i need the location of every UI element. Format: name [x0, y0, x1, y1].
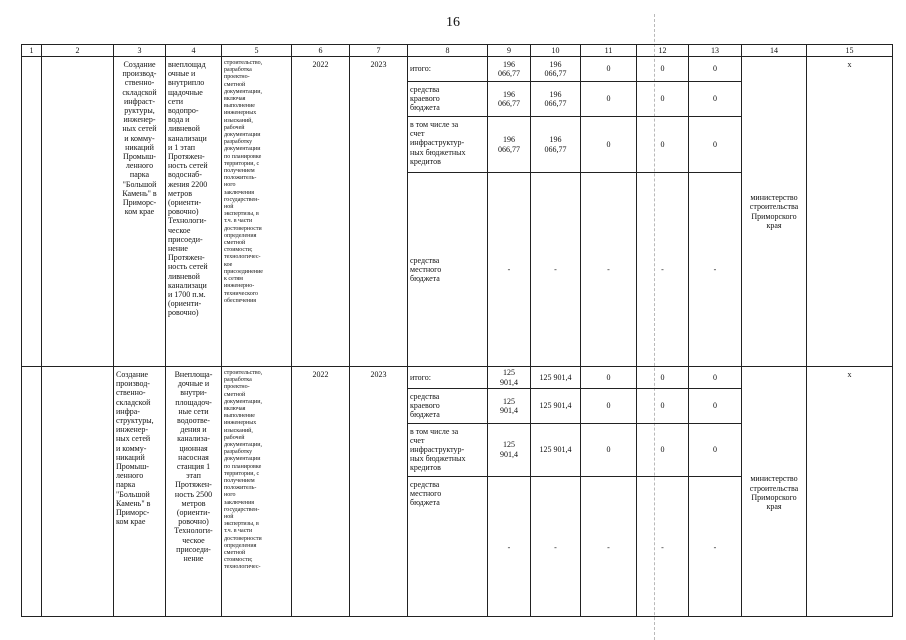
funding-source-cell: средства местного бюджета: [408, 476, 488, 616]
amount-cell: 0: [689, 117, 742, 173]
amount-cell: 0: [689, 82, 742, 117]
amount-cell: -: [637, 476, 689, 616]
object-name-cell: Создание производ- ственно- складской инфраст- руктуры, инженер- ных сетей и комму- никаций Промыш- ленного парка "Большой Камень" в Приморс- ком крае: [114, 57, 166, 367]
amount-cell: 125 901,4: [488, 423, 531, 476]
column-number: 2: [42, 45, 114, 57]
funding-source-cell: средства местного бюджета: [408, 173, 488, 367]
object-description-cell: Внеплоща- дочные и внутри- площадоч- ные сети водоотве- дения и канализа- ционная насосная станция 1 этап Протяжен- ность 2500 метров (ориенти- ровочно) Технологи- ческое присоеди- нение: [166, 367, 222, 617]
amount-cell: 0: [581, 57, 637, 82]
amount-cell: 0: [637, 423, 689, 476]
amount-cell: 125 901,4: [531, 389, 581, 424]
funding-source-cell: средства краевого бюджета: [408, 82, 488, 117]
column-number: 3: [114, 45, 166, 57]
amount-cell: 0: [581, 423, 637, 476]
amount-cell: -: [531, 173, 581, 367]
amount-cell: 0: [637, 82, 689, 117]
amount-cell: -: [488, 476, 531, 616]
responsible-agency-cell: министерство строительства Приморского края: [742, 57, 807, 367]
amount-cell: -: [689, 476, 742, 616]
amount-cell: -: [689, 173, 742, 367]
mark-cell: х: [807, 57, 893, 367]
object-description-cell: внеплощад очные и внутрипло щадочные сети водопро- вода и ливневой канализаци и 1 этап Протяжен- ность сетей водоснаб- жения 2200 метров (ориенти- ровочно) Технологи- ческое присоеди- нение Протяжен- ность сетей ливневой канализаци и 1700 п.м. (ориенти- ровочно): [166, 57, 222, 367]
amount-cell: -: [581, 476, 637, 616]
amount-cell: 196 066,77: [531, 82, 581, 117]
start-year-cell: 2022: [292, 367, 350, 617]
funding-source-cell: итого:: [408, 367, 488, 389]
column-number: 9: [488, 45, 531, 57]
amount-cell: -: [531, 476, 581, 616]
amount-cell: 125 901,4: [531, 367, 581, 389]
column-number: 8: [408, 45, 488, 57]
amount-cell: 0: [581, 117, 637, 173]
cell-empty: [42, 367, 114, 617]
page-number: 16: [446, 15, 460, 30]
amount-cell: 196 066,77: [488, 57, 531, 82]
column-number: 13: [689, 45, 742, 57]
amount-cell: 0: [637, 117, 689, 173]
amount-cell: 0: [637, 367, 689, 389]
column-number: 12: [637, 45, 689, 57]
amount-cell: 0: [689, 389, 742, 424]
column-number-row: [22, 45, 893, 57]
funding-source-cell: средства краевого бюджета: [408, 389, 488, 424]
column-number: 6: [292, 45, 350, 57]
amount-cell: 0: [689, 367, 742, 389]
amount-cell: 196 066,77: [531, 57, 581, 82]
responsible-agency-cell: министерство строительства Приморского края: [742, 367, 807, 617]
amount-cell: -: [637, 173, 689, 367]
mark-cell: х: [807, 367, 893, 617]
program-table: [21, 44, 893, 617]
table-row: [22, 367, 893, 389]
works-description-cell: строительство, разработка проектно- сметной документации, включая выполнение инженерных изысканий, рабочей документации разработку документации по планировке территории, с получением положитель- ного заключения государствен- ной экспертизы, в т.ч. в части достоверности определения сметной стоимости; технологичес- кое присоединение к сетям инженерно- технического обеспечения: [222, 57, 292, 367]
amount-cell: 125 901,4: [531, 423, 581, 476]
object-name-cell: Создание производ- ственно- складской инфра- структуры, инженер- ных сетей и комму- никаций Промыш- ленного парка "Большой Камень" в Приморс- ком крае: [114, 367, 166, 617]
amount-cell: 196 066,77: [488, 82, 531, 117]
amount-cell: 0: [581, 389, 637, 424]
amount-cell: 196 066,77: [531, 117, 581, 173]
cell-empty: [22, 57, 42, 367]
funding-source-cell: в том числе за счет инфраструктур- ных бюджетных кредитов: [408, 423, 488, 476]
column-number: 14: [742, 45, 807, 57]
amount-cell: 0: [689, 423, 742, 476]
works-description-cell: строительство, разработка проектно- сметной документации, включая выполнение инженерных изысканий, рабочей документации, разработку документации по планировке территории, с получением положитель- ного заключения государствен- ной экспертизы, в т.ч. в части достоверности определения сметной стоимости; технологичес-: [222, 367, 292, 617]
cell-empty: [22, 367, 42, 617]
column-number: 4: [166, 45, 222, 57]
column-number: 5: [222, 45, 292, 57]
end-year-cell: 2023: [350, 367, 408, 617]
column-number: 11: [581, 45, 637, 57]
amount-cell: 0: [637, 389, 689, 424]
funding-source-cell: в том числе за счет инфраструктур- ных бюджетных кредитов: [408, 117, 488, 173]
table-row: [22, 57, 893, 82]
funding-source-cell: итого:: [408, 57, 488, 82]
amount-cell: -: [488, 173, 531, 367]
cell-empty: [42, 57, 114, 367]
column-number: 10: [531, 45, 581, 57]
amount-cell: 196 066,77: [488, 117, 531, 173]
column-number: 15: [807, 45, 893, 57]
amount-cell: 0: [581, 82, 637, 117]
amount-cell: 0: [581, 367, 637, 389]
amount-cell: 125 901,4: [488, 367, 531, 389]
amount-cell: 0: [637, 57, 689, 82]
column-number: 1: [22, 45, 42, 57]
amount-cell: -: [581, 173, 637, 367]
column-number: 7: [350, 45, 408, 57]
start-year-cell: 2022: [292, 57, 350, 367]
amount-cell: 0: [689, 57, 742, 82]
end-year-cell: 2023: [350, 57, 408, 367]
amount-cell: 125 901,4: [488, 389, 531, 424]
